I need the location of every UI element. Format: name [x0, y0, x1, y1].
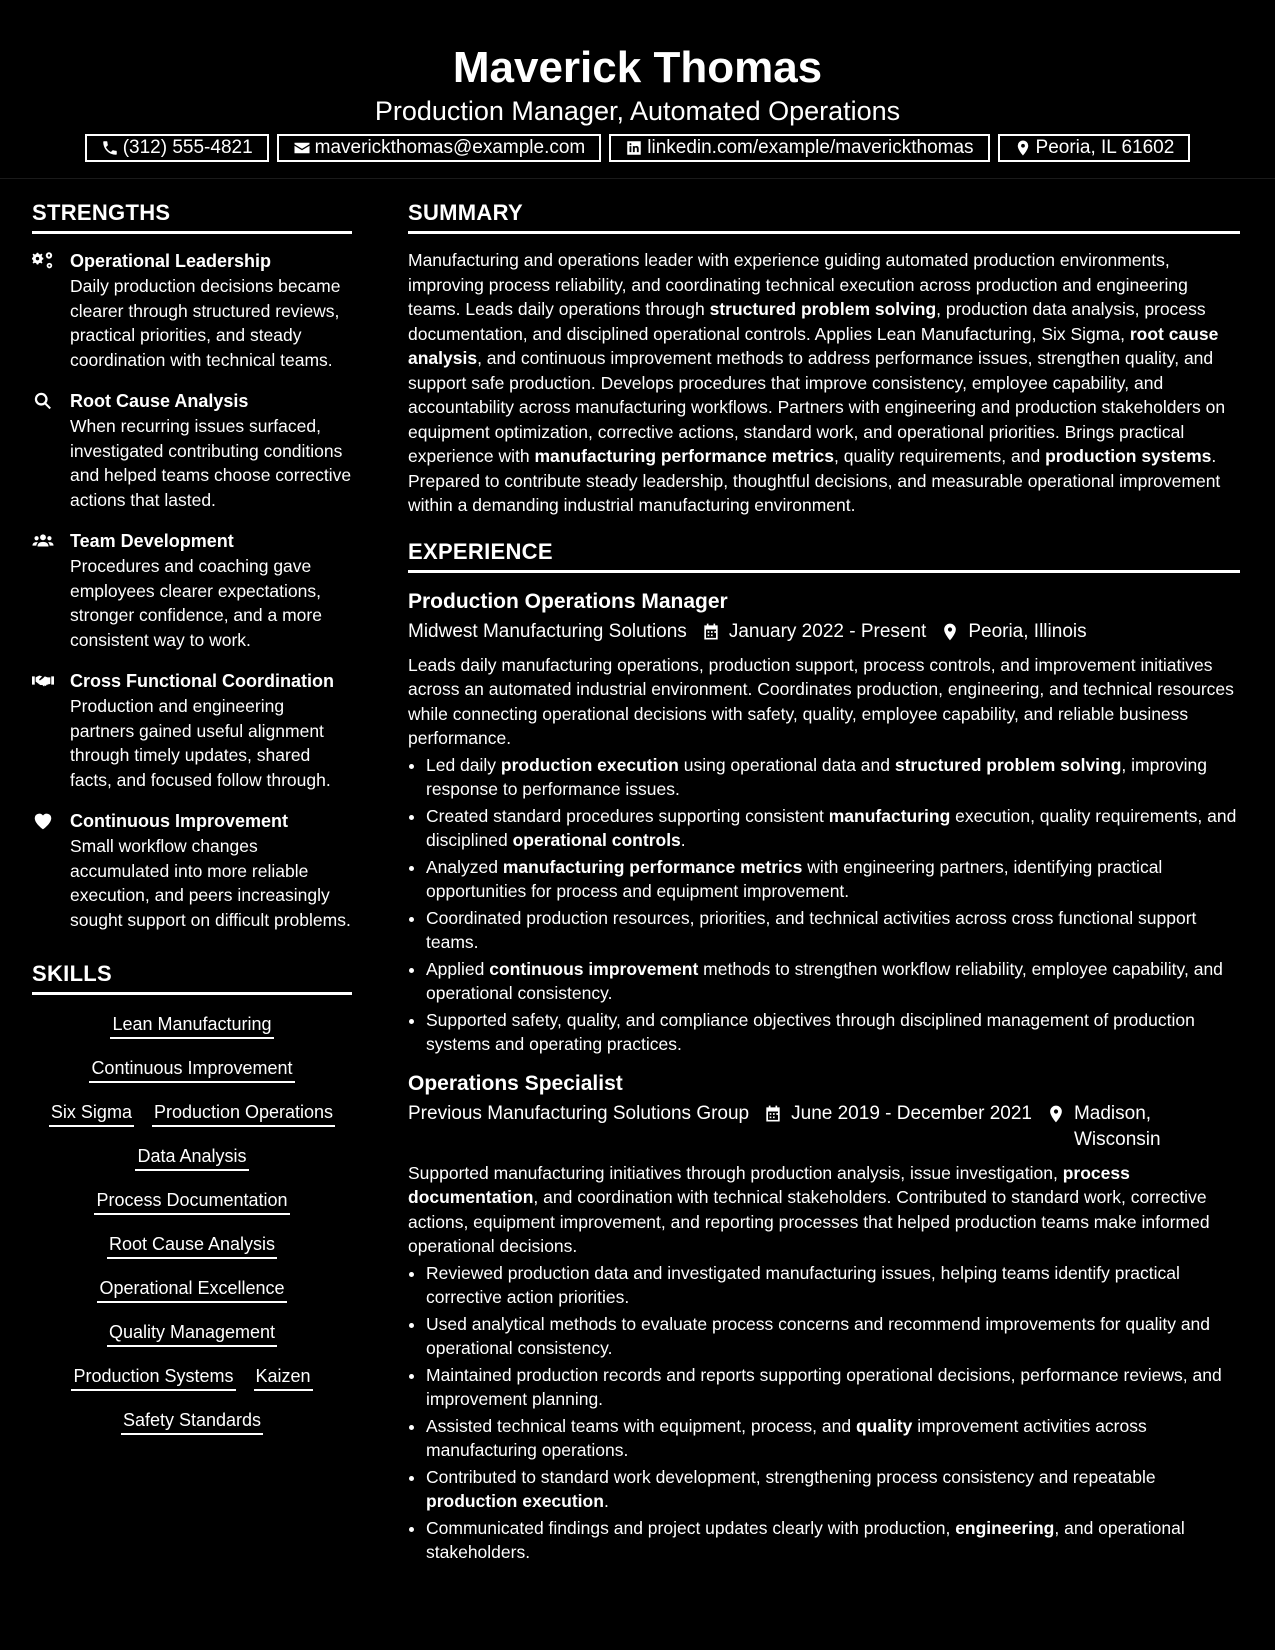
job-bullets	[408, 1261, 1240, 1565]
strength-text: Small workflow changes accumulated into more reliable execution, and peers increasingly sought support on difficult problems.	[70, 836, 351, 930]
job-entry	[408, 587, 1240, 1057]
phone-text: (312) 555-4821	[122, 137, 253, 158]
job-title: Production Operations Manager	[408, 589, 728, 613]
skill-tag: Lean Manufacturing	[110, 1011, 273, 1039]
candidate-name: Maverick Thomas	[452, 43, 823, 92]
resume-header	[0, 0, 1275, 179]
strength-item	[32, 808, 352, 932]
envelope-icon	[293, 139, 311, 157]
job-meta	[408, 1101, 1240, 1153]
skills-row	[32, 1143, 352, 1171]
skills-heading: SKILLS	[32, 956, 352, 995]
strength-text: When recurring issues surfaced, investigated contributing conditions and helped teams choose corrective actions that lasted.	[70, 416, 352, 510]
users-icon	[32, 530, 54, 552]
strength-title: Team Development	[70, 531, 234, 551]
strength-item	[32, 248, 352, 372]
job-dates: January 2022 - Present	[728, 620, 927, 642]
job-list	[408, 587, 1240, 1565]
job-title: Operations Specialist	[408, 1071, 623, 1095]
gears-icon	[32, 250, 54, 272]
summary-heading: SUMMARY	[408, 195, 1240, 234]
list-item: • Maintained production records and reports supporting operational decisions, performance reviews, and improvement planning.	[426, 1363, 1240, 1412]
contact-email[interactable]	[277, 134, 602, 162]
list-item: • Assisted technical teams with equipment, process, and quality improvement activities across manufacturing operations.	[426, 1414, 1240, 1463]
skill-tag: Quality Management	[107, 1319, 277, 1347]
left-column	[32, 195, 352, 1435]
list-item: • Analyzed manufacturing performance metrics with engineering partners, identifying practical opportunities for process and equipment improvement.	[426, 855, 1240, 904]
list-item: • Coordinated production resources, priorities, and technical activities across cross functional support teams.	[426, 906, 1240, 955]
strength-title: Root Cause Analysis	[70, 391, 249, 411]
map-pin-icon	[940, 622, 960, 642]
list-item: • Reviewed production data and investigated manufacturing issues, helping teams identify practical corrective action priorities.	[426, 1261, 1240, 1310]
calendar-icon	[701, 622, 721, 642]
summary-text: Manufacturing and operations leader with experience guiding automated production environments, improving process reliability, and coordinating technical execution across production and engineering teams. Leads daily operations through structured problem solving, production data analysis, process documentation, and disciplined operational controls. Applies Lean Manufacturing, Six Sigma, root cause analysis, and continuous improvement methods to address performance issues, strengthen quality, and support safe production. Develops procedures that improve consistency, employee capability, and accountability across manufacturing workflows. Partners with engineering and production stakeholders on equipment optimization, corrective actions, standard work, and operational priorities. Brings practical experience with manufacturing performance metrics, quality requirements, and production systems. Prepared to contribute steady leadership, thoughtful decisions, and measurable operational improvement within a demanding industrial manufacturing environment.	[408, 250, 1226, 515]
strength-text: Production and engineering partners gained useful alignment through timely updates, shared facts, and focused follow through.	[70, 696, 331, 790]
job-company: Midwest Manufacturing Solutions	[408, 620, 687, 642]
strength-title: Continuous Improvement	[70, 811, 289, 831]
skill-tag: Production Systems	[71, 1363, 235, 1391]
map-pin-icon	[1014, 139, 1032, 157]
skills-row	[32, 1319, 352, 1347]
skill-tag: Operational Excellence	[97, 1275, 286, 1303]
linkedin-icon	[625, 139, 643, 157]
strength-title: Operational Leadership	[70, 251, 272, 271]
job-location: Madison, Wisconsin	[1073, 1102, 1161, 1150]
skill-tag: Continuous Improvement	[89, 1055, 294, 1083]
job-meta	[408, 619, 1240, 645]
skills-row	[32, 1231, 352, 1259]
skills-row	[32, 1407, 352, 1435]
strength-item	[32, 668, 352, 792]
job-entry	[408, 1069, 1240, 1565]
skills-list	[32, 1009, 352, 1435]
list-item: • Applied continuous improvement methods to strengthen workflow reliability, employee capability, and operational consistency.	[426, 957, 1240, 1006]
list-item: • Used analytical methods to evaluate process concerns and recommend improvements for quality and operational consistency.	[426, 1312, 1240, 1361]
job-description: Supported manufacturing initiatives through production analysis, issue investigation, process documentation, and coordination with technical stakeholders. Contributed to standard work, corrective actions, equipment improvement, and reporting processes that helped production teams make informed operational decisions.	[408, 1162, 1210, 1256]
strength-item	[32, 388, 352, 512]
skill-tag: Safety Standards	[121, 1407, 263, 1435]
skills-row	[32, 1055, 352, 1083]
job-location: Peoria, Illinois	[968, 620, 1087, 642]
calendar-icon	[763, 1104, 783, 1124]
list-item: • Communicated findings and project updates clearly with production, engineering, and operational stakeholders.	[426, 1516, 1240, 1565]
right-column	[408, 195, 1240, 1577]
skills-row	[32, 1011, 352, 1039]
skill-tag: Kaizen	[254, 1363, 313, 1391]
job-dates: June 2019 - December 2021	[791, 1102, 1032, 1124]
skill-tag: Process Documentation	[94, 1187, 289, 1215]
strengths-heading: STRENGTHS	[32, 195, 352, 234]
list-item: • Supported safety, quality, and compliance objectives through disciplined management of production systems and operating practices.	[426, 1008, 1240, 1057]
contact-linkedin[interactable]	[609, 134, 989, 162]
job-company: Previous Manufacturing Solutions Group	[408, 1102, 750, 1124]
strength-title: Cross Functional Coordination	[70, 671, 334, 691]
skill-tag: Root Cause Analysis	[107, 1231, 277, 1259]
contact-phone[interactable]	[85, 134, 269, 162]
email-text: maverickthomas@example.com	[314, 137, 586, 158]
skill-tag: Six Sigma	[49, 1099, 134, 1127]
map-pin-icon	[1046, 1104, 1066, 1124]
contact-bar	[0, 134, 1275, 162]
list-item: • Contributed to standard work development, strengthening process consistency and repeatable production execution.	[426, 1465, 1240, 1514]
skills-row	[32, 1187, 352, 1215]
strength-item	[32, 528, 352, 652]
skills-row	[32, 1363, 352, 1391]
strength-text: Daily production decisions became clearer through structured reviews, practical priorities, and steady coordination with technical teams.	[70, 276, 341, 370]
search-icon	[32, 390, 54, 412]
linkedin-text: linkedin.com/example/maverickthomas	[647, 137, 974, 158]
skills-row	[32, 1275, 352, 1303]
skill-tag: Production Operations	[152, 1099, 335, 1127]
handshake-icon	[32, 670, 54, 692]
list-item: • Created standard procedures supporting consistent manufacturing execution, quality requirements, and disciplined operational controls.	[426, 804, 1240, 853]
phone-icon	[101, 139, 119, 157]
candidate-title: Production Manager, Automated Operations	[374, 96, 901, 126]
heart-icon	[32, 810, 54, 832]
skills-row	[32, 1099, 352, 1127]
job-description: Leads daily manufacturing operations, production support, process controls, and improvement initiatives across an automated industrial environment. Coordinates production, engineering, and technical resources while connecting operational decisions with safety, quality, employee capability, and reliable business performance.	[408, 654, 1234, 748]
experience-heading: EXPERIENCE	[408, 534, 1240, 573]
contact-location[interactable]	[998, 134, 1191, 162]
job-bullets	[408, 753, 1240, 1057]
strength-text: Procedures and coaching gave employees clearer expectations, stronger confidence, and a more consistent way to work.	[70, 556, 322, 650]
skill-tag: Data Analysis	[135, 1143, 248, 1171]
location-text: Peoria, IL 61602	[1035, 137, 1175, 158]
list-item: • Led daily production execution using operational data and structured problem solving, improving response to performance issues.	[426, 753, 1240, 802]
